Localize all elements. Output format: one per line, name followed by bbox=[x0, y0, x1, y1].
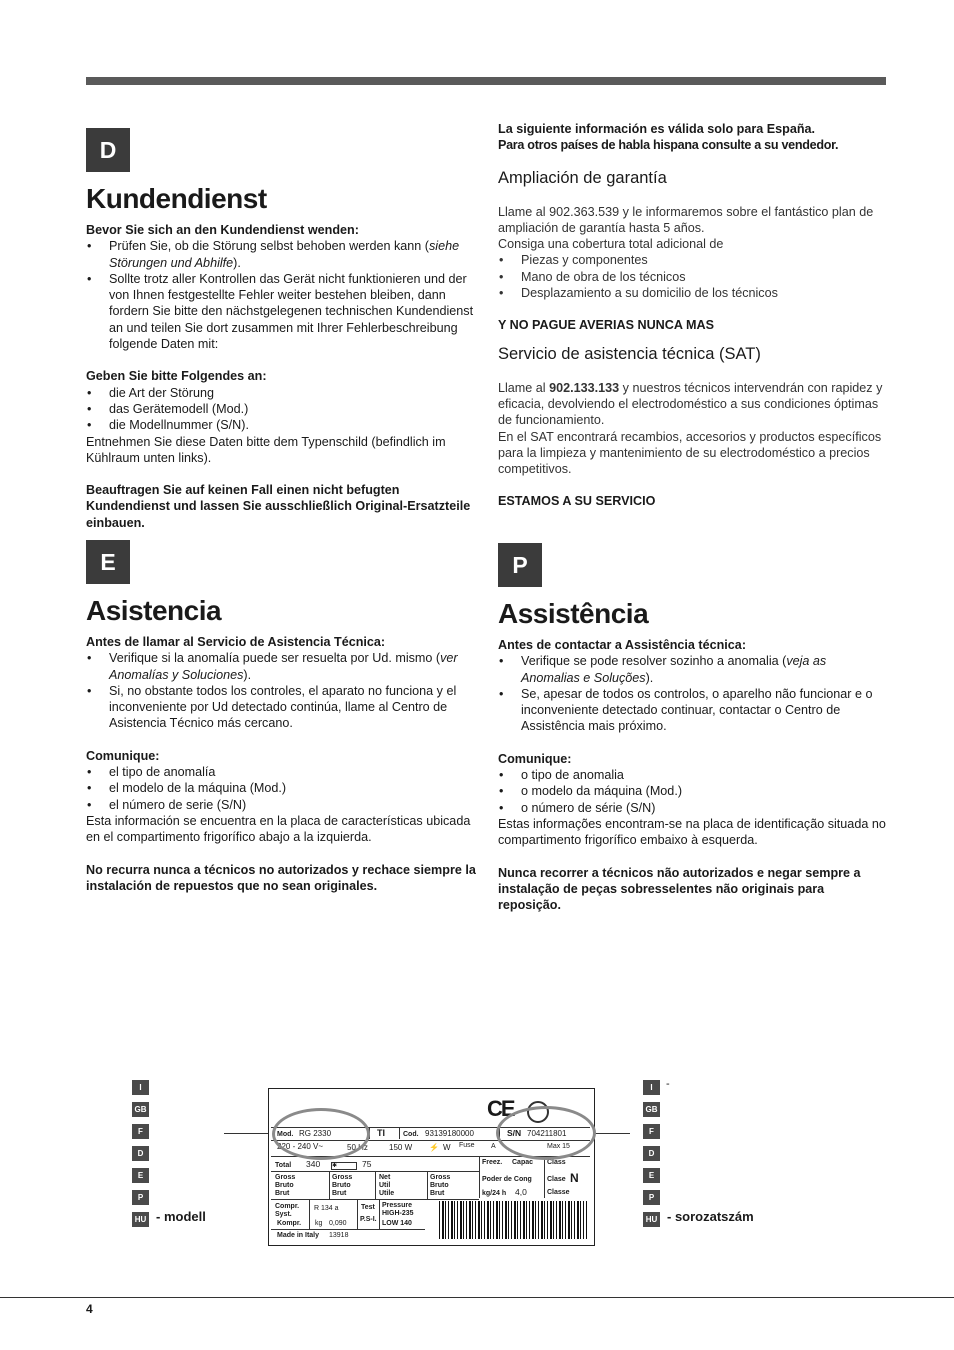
warranty-list bbox=[498, 252, 888, 301]
top-bar bbox=[86, 77, 886, 85]
warranty-text-2: Consiga una cobertura total adicional de bbox=[498, 237, 724, 252]
model-label: - modell bbox=[156, 1209, 206, 1224]
instruction-list bbox=[86, 650, 476, 731]
serial-label: - sorozatszám bbox=[667, 1209, 754, 1224]
info-list bbox=[498, 767, 888, 816]
language-badge-e: E bbox=[86, 540, 130, 584]
sat-title: Servicio de asistencia técnica (SAT) bbox=[498, 344, 761, 363]
freezer-star-icon: ✱ bbox=[331, 1162, 357, 1170]
list-item: • Si, no obstante todos los controles, el aparato no funciona y el inconveniente por Ud detectado continúa, llame al Centro de Asistencia Técnico más cercano. bbox=[86, 683, 476, 732]
info-list bbox=[86, 385, 476, 434]
lang-badge-right-i: I bbox=[643, 1080, 660, 1095]
section-title: Assistência bbox=[498, 598, 649, 629]
barcode bbox=[439, 1201, 587, 1239]
model-highlight-ring bbox=[272, 1108, 370, 1160]
note-text: Estas informações encontram-se na placa de identificação situada no compartimento frigorífico embaixo à esquerda. bbox=[498, 816, 886, 848]
lang-badge-left-gb: GB bbox=[132, 1102, 149, 1117]
pointer-line-right bbox=[590, 1133, 630, 1134]
lang-badge-right-d: D bbox=[643, 1146, 660, 1161]
sat-text: Llame al 902.133.133 y nuestros técnicos intervendrán con rapidez y eficacia, devolviendo el electrodoméstico a sus condiciones óptimas de funcionamiento. bbox=[498, 380, 883, 428]
warranty-text: Llame al 902.363.539 y le informaremos sobre el fantástico plan de ampliación de garantía hasta 5 años. bbox=[498, 204, 874, 235]
no-pay-text: Y NO PAGUE AVERIAS NUNCA MAS bbox=[498, 318, 714, 333]
list-item: • Verifique si la anomalía puede ser resuelta por Ud. mismo (ver Anomalías y Soluciones). bbox=[86, 650, 476, 683]
service-text: ESTAMOS A SU SERVICIO bbox=[498, 494, 656, 509]
language-badge-p: P bbox=[498, 543, 542, 587]
give-heading: Geben Sie bitte Folgendes an: bbox=[86, 369, 267, 384]
pointer-line-left bbox=[224, 1133, 274, 1134]
note-text: Esta información se encuentra en la placa de características ubicada en el compartimento frigorífico abajo a la izquierda. bbox=[86, 813, 471, 845]
warning-text: Nunca recorrer a técnicos não autorizados e negar sempre a instalação de peças sobresselentes não originais para reposição. bbox=[498, 865, 861, 913]
give-heading: Comunique: bbox=[498, 751, 572, 766]
list-item: • el modelo de la máquina (Mod.) bbox=[86, 780, 476, 796]
list-item: • die Modellnummer (S/N). bbox=[86, 417, 476, 433]
lang-badge-right-p: P bbox=[643, 1190, 660, 1205]
before-heading: Antes de llamar al Servicio de Asistencia Técnica: bbox=[86, 635, 386, 649]
ce-mark: CE bbox=[487, 1096, 514, 1121]
list-item: • Sollte trotz aller Kontrollen das Gerät nicht funktionieren und der von Ihnen festgestellte Fehler weiter bestehen bleiben, dann fordern Sie bitte den nächstgelegenen technischen Kundendienst an und teilen Sie dort zusammen mit Ihrer Fehlerbeschreibung folgende Daten mit: bbox=[86, 271, 476, 352]
section-es bbox=[86, 540, 476, 894]
list-item: • Desplazamiento a su domicilio de los técnicos bbox=[498, 285, 888, 301]
lang-badge-right-hu: HU bbox=[643, 1212, 660, 1227]
list-item: • Mano de obra de los técnicos bbox=[498, 269, 888, 285]
lang-badge-left-e: E bbox=[132, 1168, 149, 1183]
notice-line-1: La siguiente información es válida solo para España. bbox=[498, 122, 816, 136]
before-heading: Antes de contactar a Assistência técnica: bbox=[498, 638, 747, 652]
list-item: • Se, apesar de todos os controlos, o aparelho não funcionar e o inconveniente detectado continuar, contactar o Centro de Assistência mais próximo. bbox=[498, 686, 888, 735]
list-item: • Piezas y componentes bbox=[498, 252, 888, 268]
page-number: 4 bbox=[86, 1302, 93, 1316]
language-badge-d: D bbox=[86, 128, 130, 172]
plug-icon: ⚡ bbox=[429, 1143, 439, 1152]
warning-text: No recurra nunca a técnicos no autorizados y rechace siempre la instalación de repuestos que no sean originales. bbox=[86, 862, 476, 893]
list-item: • el número de serie (S/N) bbox=[86, 797, 476, 813]
lang-badge-left-p: P bbox=[132, 1190, 149, 1205]
section-spain bbox=[498, 121, 888, 510]
lang-badge-right-f: F bbox=[643, 1124, 660, 1139]
notice-line-2: Para otros países de habla hispana consulte a su vendedor. bbox=[498, 138, 839, 153]
list-item: • das Gerätemodell (Mod.) bbox=[86, 401, 476, 417]
before-heading: Bevor Sie sich an den Kundendienst wenden: bbox=[86, 223, 359, 237]
instruction-list bbox=[498, 653, 888, 734]
section-pt bbox=[498, 543, 888, 913]
sat-text-2: En el SAT encontrará recambios, accesorios y productos específicos para la limpieza y mantenimiento de su electrodoméstico a precios competitivos. bbox=[498, 429, 882, 477]
rating-plate: CE Mod. RG 2330 TI Cod. 93139180000 S/N 704211801 220 - 240 V~ 50 Hz 150 W ⚡ W Fuse A Max 15 Total 340 ✱ 75 Freez. Capac Class Gross Bruto Brut Gross Bruto Brut Net Util Utile Gross Bruto Brut Poder de Cong Clase N kg/24 h 4,0 Classe Compr. Syst. R 134 a Kompr. kg 0,090 Test P.S-I. Pressure HIGH-235 LOW 140 Made in Italy 13918 bbox=[268, 1088, 595, 1246]
instruction-list bbox=[86, 238, 476, 352]
section-title: Kundendienst bbox=[86, 183, 267, 214]
lang-badge-left-i: I bbox=[132, 1080, 149, 1095]
footer-line bbox=[0, 1297, 954, 1298]
section-title: Asistencia bbox=[86, 595, 222, 626]
list-item: • o tipo de anomalia bbox=[498, 767, 888, 783]
warranty-title: Ampliación de garantía bbox=[498, 168, 667, 187]
warning-text: Beauftragen Sie auf keinen Fall einen nicht befugten Kundendienst und lassen Sie ausschließlich Original-Ersatzteile einbauen. bbox=[86, 483, 471, 530]
lang-badge-left-d: D bbox=[132, 1146, 149, 1161]
lang-badge-right-e: E bbox=[643, 1168, 660, 1183]
section-de bbox=[86, 128, 476, 531]
list-item: • Prüfen Sie, ob die Störung selbst behoben werden kann (siehe Störungen und Abhilfe). bbox=[86, 238, 476, 271]
list-item: • die Art der Störung bbox=[86, 385, 476, 401]
lang-badge-left-f: F bbox=[132, 1124, 149, 1139]
info-list bbox=[86, 764, 476, 813]
note-text: Entnehmen Sie diese Daten bitte dem Typenschild (befindlich im Kühlraum unten links). bbox=[86, 434, 446, 465]
list-item: • o modelo da máquina (Mod.) bbox=[498, 783, 888, 799]
list-item: • Verifique se pode resolver sozinho a anomalia (veja as Anomalias e Soluções). bbox=[498, 653, 888, 686]
give-heading: Comunique: bbox=[86, 748, 160, 763]
lang-badge-right-gb: GB bbox=[643, 1102, 660, 1117]
serial-highlight-ring bbox=[496, 1106, 596, 1160]
list-item: • o número de série (S/N) bbox=[498, 800, 888, 816]
list-item: • el tipo de anomalía bbox=[86, 764, 476, 780]
dash-mark: - bbox=[666, 1078, 670, 1090]
lang-badge-left-hu: HU bbox=[132, 1212, 149, 1227]
